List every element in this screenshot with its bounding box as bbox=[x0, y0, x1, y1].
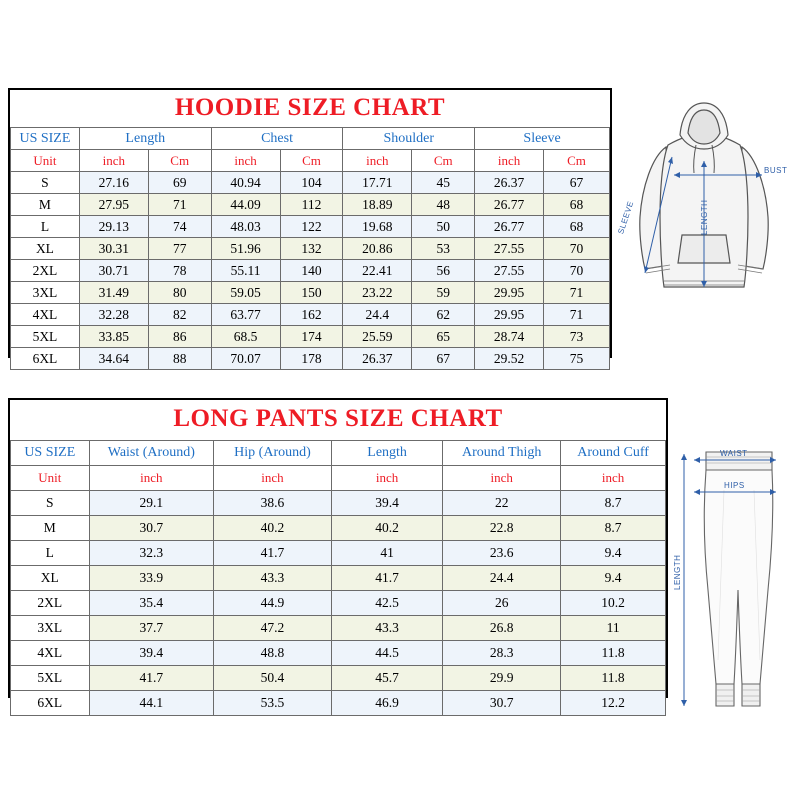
pants-cell-length: 40.2 bbox=[331, 516, 442, 541]
hoodie-cell-chest-cm: 174 bbox=[280, 326, 343, 348]
pants-cell-thigh: 24.4 bbox=[443, 566, 561, 591]
hoodie-cell-sleeve-cm: 68 bbox=[544, 216, 610, 238]
pants-cell-waist: 41.7 bbox=[89, 666, 213, 691]
table-row bbox=[11, 216, 610, 238]
hoodie-cell-shoulder-cm: 62 bbox=[412, 304, 475, 326]
hoodie-unit-shoulder-cm: Cm bbox=[412, 150, 475, 172]
hoodie-cell-length-inch: 30.31 bbox=[79, 238, 148, 260]
hoodie-cell-sleeve-inch: 29.95 bbox=[475, 304, 544, 326]
hoodie-cell-chest-cm: 104 bbox=[280, 172, 343, 194]
pants-cell-hip: 50.4 bbox=[214, 666, 332, 691]
pants-cell-length: 44.5 bbox=[331, 641, 442, 666]
hoodie-cell-chest-inch: 59.05 bbox=[211, 282, 280, 304]
pants-cell-waist: 37.7 bbox=[89, 616, 213, 641]
hoodie-cell-sleeve-cm: 70 bbox=[544, 238, 610, 260]
pants-cell-hip: 47.2 bbox=[214, 616, 332, 641]
pants-cell-waist: 30.7 bbox=[89, 516, 213, 541]
hoodie-label-bust: BUST bbox=[764, 166, 788, 175]
table-row bbox=[11, 691, 666, 716]
hoodie-cell-sleeve-inch: 26.37 bbox=[475, 172, 544, 194]
hoodie-header-chest: Chest bbox=[211, 128, 343, 150]
hoodie-cell-shoulder-cm: 53 bbox=[412, 238, 475, 260]
pants-cell-size: M bbox=[11, 516, 90, 541]
hoodie-cell-length-cm: 82 bbox=[148, 304, 211, 326]
table-row bbox=[11, 491, 666, 516]
hoodie-unit-chest-inch: inch bbox=[211, 150, 280, 172]
pants-label-hips: HIPS bbox=[724, 481, 745, 490]
pants-cell-hip: 44.9 bbox=[214, 591, 332, 616]
hoodie-size-table bbox=[10, 127, 610, 370]
pants-header-thigh: Around Thigh bbox=[443, 441, 561, 466]
pants-chart-title: LONG PANTS SIZE CHART bbox=[173, 405, 503, 432]
pants-unit-thigh: inch bbox=[443, 466, 561, 491]
hoodie-cell-length-cm: 88 bbox=[148, 348, 211, 370]
pants-cell-cuff: 8.7 bbox=[561, 516, 666, 541]
table-row bbox=[11, 304, 610, 326]
hoodie-label-sleeve: SLEEVE bbox=[616, 199, 636, 236]
hoodie-cell-length-inch: 32.28 bbox=[79, 304, 148, 326]
pants-cell-size: 3XL bbox=[11, 616, 90, 641]
hoodie-cell-shoulder-inch: 19.68 bbox=[343, 216, 412, 238]
pants-group-header-row bbox=[11, 441, 666, 466]
hoodie-cell-shoulder-cm: 50 bbox=[412, 216, 475, 238]
pants-label-waist: WAIST bbox=[720, 449, 748, 458]
hoodie-cell-length-cm: 80 bbox=[148, 282, 211, 304]
hoodie-cell-length-inch: 29.13 bbox=[79, 216, 148, 238]
hoodie-cell-sleeve-inch: 29.95 bbox=[475, 282, 544, 304]
hoodie-cell-size: L bbox=[11, 216, 80, 238]
pants-header-length: Length bbox=[331, 441, 442, 466]
pants-cell-cuff: 9.4 bbox=[561, 566, 666, 591]
pants-cell-cuff: 11.8 bbox=[561, 641, 666, 666]
hoodie-cell-size: M bbox=[11, 194, 80, 216]
hoodie-cell-sleeve-inch: 28.74 bbox=[475, 326, 544, 348]
table-row bbox=[11, 348, 610, 370]
hoodie-cell-length-inch: 27.95 bbox=[79, 194, 148, 216]
pants-cell-size: 5XL bbox=[11, 666, 90, 691]
pants-cell-cuff: 8.7 bbox=[561, 491, 666, 516]
table-row bbox=[11, 282, 610, 304]
pants-cell-thigh: 22 bbox=[443, 491, 561, 516]
table-row bbox=[11, 616, 666, 641]
pants-unit-row bbox=[11, 466, 666, 491]
pants-cell-size: L bbox=[11, 541, 90, 566]
hoodie-header-length: Length bbox=[79, 128, 211, 150]
table-row bbox=[11, 172, 610, 194]
hoodie-cell-chest-inch: 55.11 bbox=[211, 260, 280, 282]
hoodie-cell-shoulder-cm: 56 bbox=[412, 260, 475, 282]
hoodie-cell-length-inch: 33.85 bbox=[79, 326, 148, 348]
pants-label-length: LENGTH bbox=[673, 554, 682, 590]
hoodie-cell-length-inch: 30.71 bbox=[79, 260, 148, 282]
pants-cell-hip: 38.6 bbox=[214, 491, 332, 516]
table-row bbox=[11, 666, 666, 691]
hoodie-unit-label: Unit bbox=[11, 150, 80, 172]
table-row bbox=[11, 591, 666, 616]
hoodie-cell-length-inch: 27.16 bbox=[79, 172, 148, 194]
hoodie-cell-size: 3XL bbox=[11, 282, 80, 304]
pants-cell-size: S bbox=[11, 491, 90, 516]
hoodie-cell-size: S bbox=[11, 172, 80, 194]
pants-cell-size: 2XL bbox=[11, 591, 90, 616]
hoodie-cell-chest-cm: 132 bbox=[280, 238, 343, 260]
hoodie-cell-size: XL bbox=[11, 238, 80, 260]
hoodie-cell-shoulder-cm: 48 bbox=[412, 194, 475, 216]
hoodie-cell-chest-inch: 68.5 bbox=[211, 326, 280, 348]
hoodie-cell-shoulder-cm: 65 bbox=[412, 326, 475, 348]
pants-cell-size: 6XL bbox=[11, 691, 90, 716]
pants-cell-thigh: 29.9 bbox=[443, 666, 561, 691]
table-row bbox=[11, 194, 610, 216]
hoodie-cell-chest-cm: 140 bbox=[280, 260, 343, 282]
hoodie-cell-sleeve-inch: 26.77 bbox=[475, 216, 544, 238]
hoodie-header-us-size: US SIZE bbox=[11, 128, 80, 150]
pants-cell-cuff: 12.2 bbox=[561, 691, 666, 716]
pants-unit-length: inch bbox=[331, 466, 442, 491]
hoodie-cell-chest-inch: 48.03 bbox=[211, 216, 280, 238]
hoodie-cell-sleeve-inch: 29.52 bbox=[475, 348, 544, 370]
pants-cell-cuff: 9.4 bbox=[561, 541, 666, 566]
pants-cell-size: XL bbox=[11, 566, 90, 591]
hoodie-cell-chest-cm: 112 bbox=[280, 194, 343, 216]
hoodie-cell-sleeve-inch: 27.55 bbox=[475, 238, 544, 260]
hoodie-cell-shoulder-inch: 26.37 bbox=[343, 348, 412, 370]
hoodie-unit-length-cm: Cm bbox=[148, 150, 211, 172]
hoodie-cell-sleeve-cm: 71 bbox=[544, 304, 610, 326]
pants-cell-cuff: 11.8 bbox=[561, 666, 666, 691]
pants-cell-hip: 43.3 bbox=[214, 566, 332, 591]
pants-cell-waist: 32.3 bbox=[89, 541, 213, 566]
pants-cell-size: 4XL bbox=[11, 641, 90, 666]
pants-cell-waist: 44.1 bbox=[89, 691, 213, 716]
table-row bbox=[11, 566, 666, 591]
table-row bbox=[11, 260, 610, 282]
hoodie-cell-chest-cm: 162 bbox=[280, 304, 343, 326]
pants-cell-length: 43.3 bbox=[331, 616, 442, 641]
hoodie-cell-length-cm: 86 bbox=[148, 326, 211, 348]
hoodie-cell-shoulder-inch: 17.71 bbox=[343, 172, 412, 194]
pants-diagram bbox=[668, 430, 800, 730]
pants-cell-waist: 35.4 bbox=[89, 591, 213, 616]
pants-header-hip: Hip (Around) bbox=[214, 441, 332, 466]
table-row bbox=[11, 541, 666, 566]
pants-unit-label: Unit bbox=[11, 466, 90, 491]
pants-size-table bbox=[10, 440, 666, 716]
pants-cell-hip: 40.2 bbox=[214, 516, 332, 541]
hoodie-cell-length-cm: 78 bbox=[148, 260, 211, 282]
hoodie-cell-size: 6XL bbox=[11, 348, 80, 370]
hoodie-unit-sleeve-inch: inch bbox=[475, 150, 544, 172]
pants-cell-thigh: 28.3 bbox=[443, 641, 561, 666]
hoodie-header-shoulder: Shoulder bbox=[343, 128, 475, 150]
hoodie-diagram bbox=[612, 95, 796, 325]
pants-header-us-size: US SIZE bbox=[11, 441, 90, 466]
hoodie-cell-length-cm: 71 bbox=[148, 194, 211, 216]
hoodie-unit-chest-cm: Cm bbox=[280, 150, 343, 172]
hoodie-cell-chest-inch: 40.94 bbox=[211, 172, 280, 194]
hoodie-cell-shoulder-inch: 24.4 bbox=[343, 304, 412, 326]
hoodie-cell-length-cm: 77 bbox=[148, 238, 211, 260]
pants-cell-hip: 41.7 bbox=[214, 541, 332, 566]
pants-cell-thigh: 30.7 bbox=[443, 691, 561, 716]
hoodie-cell-length-cm: 69 bbox=[148, 172, 211, 194]
hoodie-cell-shoulder-inch: 18.89 bbox=[343, 194, 412, 216]
pants-cell-waist: 33.9 bbox=[89, 566, 213, 591]
hoodie-cell-size: 5XL bbox=[11, 326, 80, 348]
pants-cell-thigh: 23.6 bbox=[443, 541, 561, 566]
pants-cell-hip: 53.5 bbox=[214, 691, 332, 716]
pants-header-waist: Waist (Around) bbox=[89, 441, 213, 466]
hoodie-cell-size: 4XL bbox=[11, 304, 80, 326]
pants-cell-length: 42.5 bbox=[331, 591, 442, 616]
table-row bbox=[11, 641, 666, 666]
pants-cell-thigh: 26.8 bbox=[443, 616, 561, 641]
hoodie-unit-length-inch: inch bbox=[79, 150, 148, 172]
hoodie-cell-sleeve-inch: 26.77 bbox=[475, 194, 544, 216]
hoodie-size-chart-card bbox=[8, 88, 612, 366]
hoodie-cell-sleeve-cm: 70 bbox=[544, 260, 610, 282]
hoodie-unit-row bbox=[11, 150, 610, 172]
table-row bbox=[11, 326, 610, 348]
hoodie-label-length: LENGTH bbox=[700, 199, 709, 235]
pants-cell-length: 39.4 bbox=[331, 491, 442, 516]
hoodie-cell-sleeve-cm: 71 bbox=[544, 282, 610, 304]
pants-cell-length: 46.9 bbox=[331, 691, 442, 716]
hoodie-cell-length-cm: 74 bbox=[148, 216, 211, 238]
pants-unit-cuff: inch bbox=[561, 466, 666, 491]
hoodie-cell-chest-inch: 70.07 bbox=[211, 348, 280, 370]
pants-cell-cuff: 10.2 bbox=[561, 591, 666, 616]
pants-header-cuff: Around Cuff bbox=[561, 441, 666, 466]
pants-cell-thigh: 22.8 bbox=[443, 516, 561, 541]
hoodie-cell-chest-cm: 150 bbox=[280, 282, 343, 304]
hoodie-cell-chest-cm: 122 bbox=[280, 216, 343, 238]
hoodie-cell-chest-inch: 44.09 bbox=[211, 194, 280, 216]
hoodie-cell-shoulder-inch: 25.59 bbox=[343, 326, 412, 348]
hoodie-unit-sleeve-cm: Cm bbox=[544, 150, 610, 172]
pants-cell-waist: 39.4 bbox=[89, 641, 213, 666]
hoodie-unit-shoulder-inch: inch bbox=[343, 150, 412, 172]
hoodie-cell-shoulder-cm: 59 bbox=[412, 282, 475, 304]
hoodie-chart-title: HOODIE SIZE CHART bbox=[174, 94, 446, 121]
hoodie-cell-shoulder-inch: 20.86 bbox=[343, 238, 412, 260]
pants-cell-length: 41.7 bbox=[331, 566, 442, 591]
hoodie-cell-shoulder-inch: 23.22 bbox=[343, 282, 412, 304]
pants-cell-hip: 48.8 bbox=[214, 641, 332, 666]
hoodie-cell-chest-inch: 63.77 bbox=[211, 304, 280, 326]
pants-unit-waist: inch bbox=[89, 466, 213, 491]
pants-cell-length: 45.7 bbox=[331, 666, 442, 691]
pants-cell-cuff: 11 bbox=[561, 616, 666, 641]
pants-cell-thigh: 26 bbox=[443, 591, 561, 616]
hoodie-cell-chest-cm: 178 bbox=[280, 348, 343, 370]
pants-size-chart-card bbox=[8, 398, 668, 710]
pants-cell-length: 41 bbox=[331, 541, 442, 566]
hoodie-cell-sleeve-inch: 27.55 bbox=[475, 260, 544, 282]
table-row bbox=[11, 238, 610, 260]
hoodie-cell-length-inch: 34.64 bbox=[79, 348, 148, 370]
hoodie-cell-sleeve-cm: 73 bbox=[544, 326, 610, 348]
hoodie-cell-sleeve-cm: 67 bbox=[544, 172, 610, 194]
hoodie-cell-shoulder-inch: 22.41 bbox=[343, 260, 412, 282]
hoodie-cell-size: 2XL bbox=[11, 260, 80, 282]
table-row bbox=[11, 516, 666, 541]
pants-unit-hip: inch bbox=[214, 466, 332, 491]
hoodie-cell-sleeve-cm: 68 bbox=[544, 194, 610, 216]
hoodie-cell-length-inch: 31.49 bbox=[79, 282, 148, 304]
hoodie-cell-chest-inch: 51.96 bbox=[211, 238, 280, 260]
hoodie-cell-sleeve-cm: 75 bbox=[544, 348, 610, 370]
hoodie-cell-shoulder-cm: 67 bbox=[412, 348, 475, 370]
hoodie-cell-shoulder-cm: 45 bbox=[412, 172, 475, 194]
hoodie-group-header-row bbox=[11, 128, 610, 150]
hoodie-header-sleeve: Sleeve bbox=[475, 128, 610, 150]
pants-cell-waist: 29.1 bbox=[89, 491, 213, 516]
